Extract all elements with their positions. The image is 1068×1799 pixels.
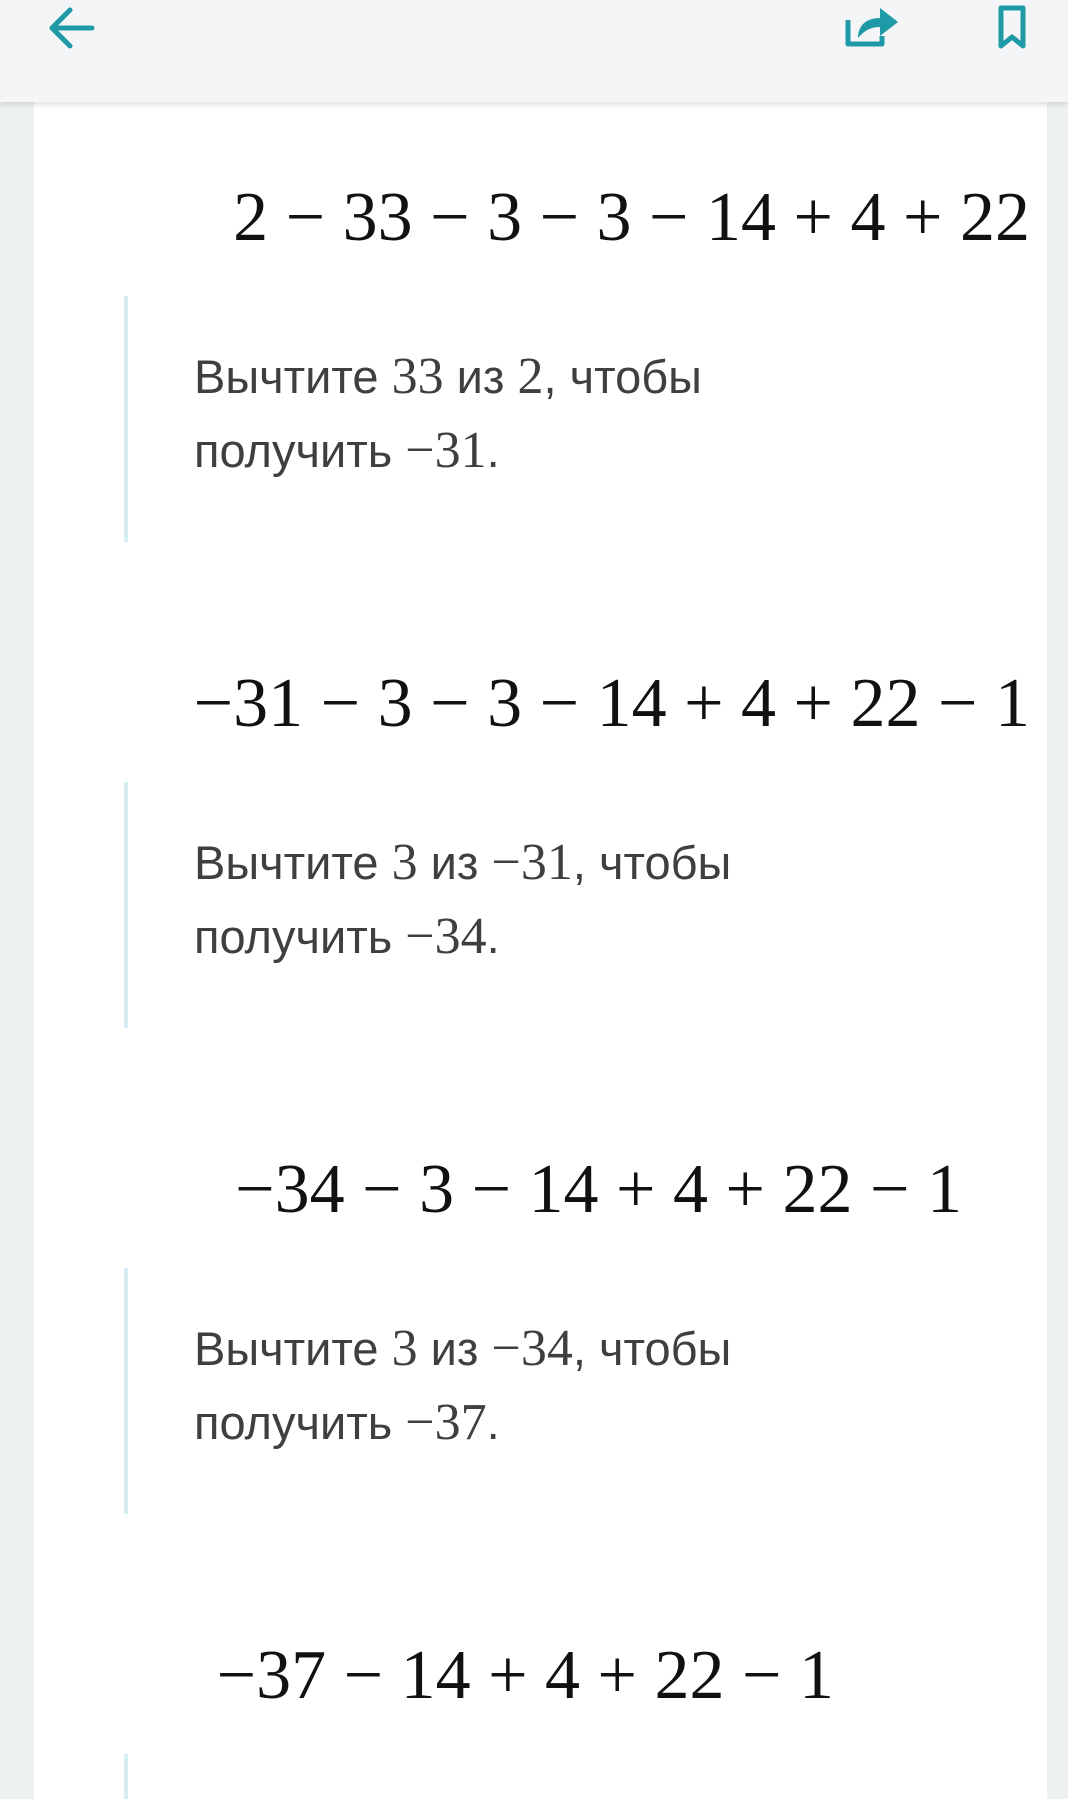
step-text-3: Вычтите 3 из −34, чтобы получить −37. (194, 1320, 732, 1451)
bookmark-icon[interactable] (982, 0, 1042, 60)
solution-card (34, 102, 1047, 1799)
share-icon[interactable] (836, 0, 904, 60)
step-explanation-1 (124, 296, 988, 542)
equation-line-1: 2 − 33 − 3 − 3 − 14 + 4 + 22 (233, 179, 1030, 256)
step-explanation-4 (124, 1754, 988, 1799)
equation-line-2: −31 − 3 − 3 − 14 + 4 + 22 − 1 (193, 665, 1030, 742)
arrow-left-icon[interactable] (38, 0, 106, 60)
step-text-1: Вычтите 33 из 2, чтобы получить −31. (194, 348, 702, 479)
equation-line-3: −34 − 3 − 14 + 4 + 22 − 1 (235, 1151, 962, 1228)
step-text-2: Вычтите 3 из −31, чтобы получить −34. (194, 834, 732, 965)
step-explanation-3 (124, 1268, 988, 1514)
equation-line-4: −37 − 14 + 4 + 22 − 1 (216, 1637, 834, 1714)
top-app-bar (0, 0, 1068, 102)
step-explanation-2 (124, 782, 988, 1028)
